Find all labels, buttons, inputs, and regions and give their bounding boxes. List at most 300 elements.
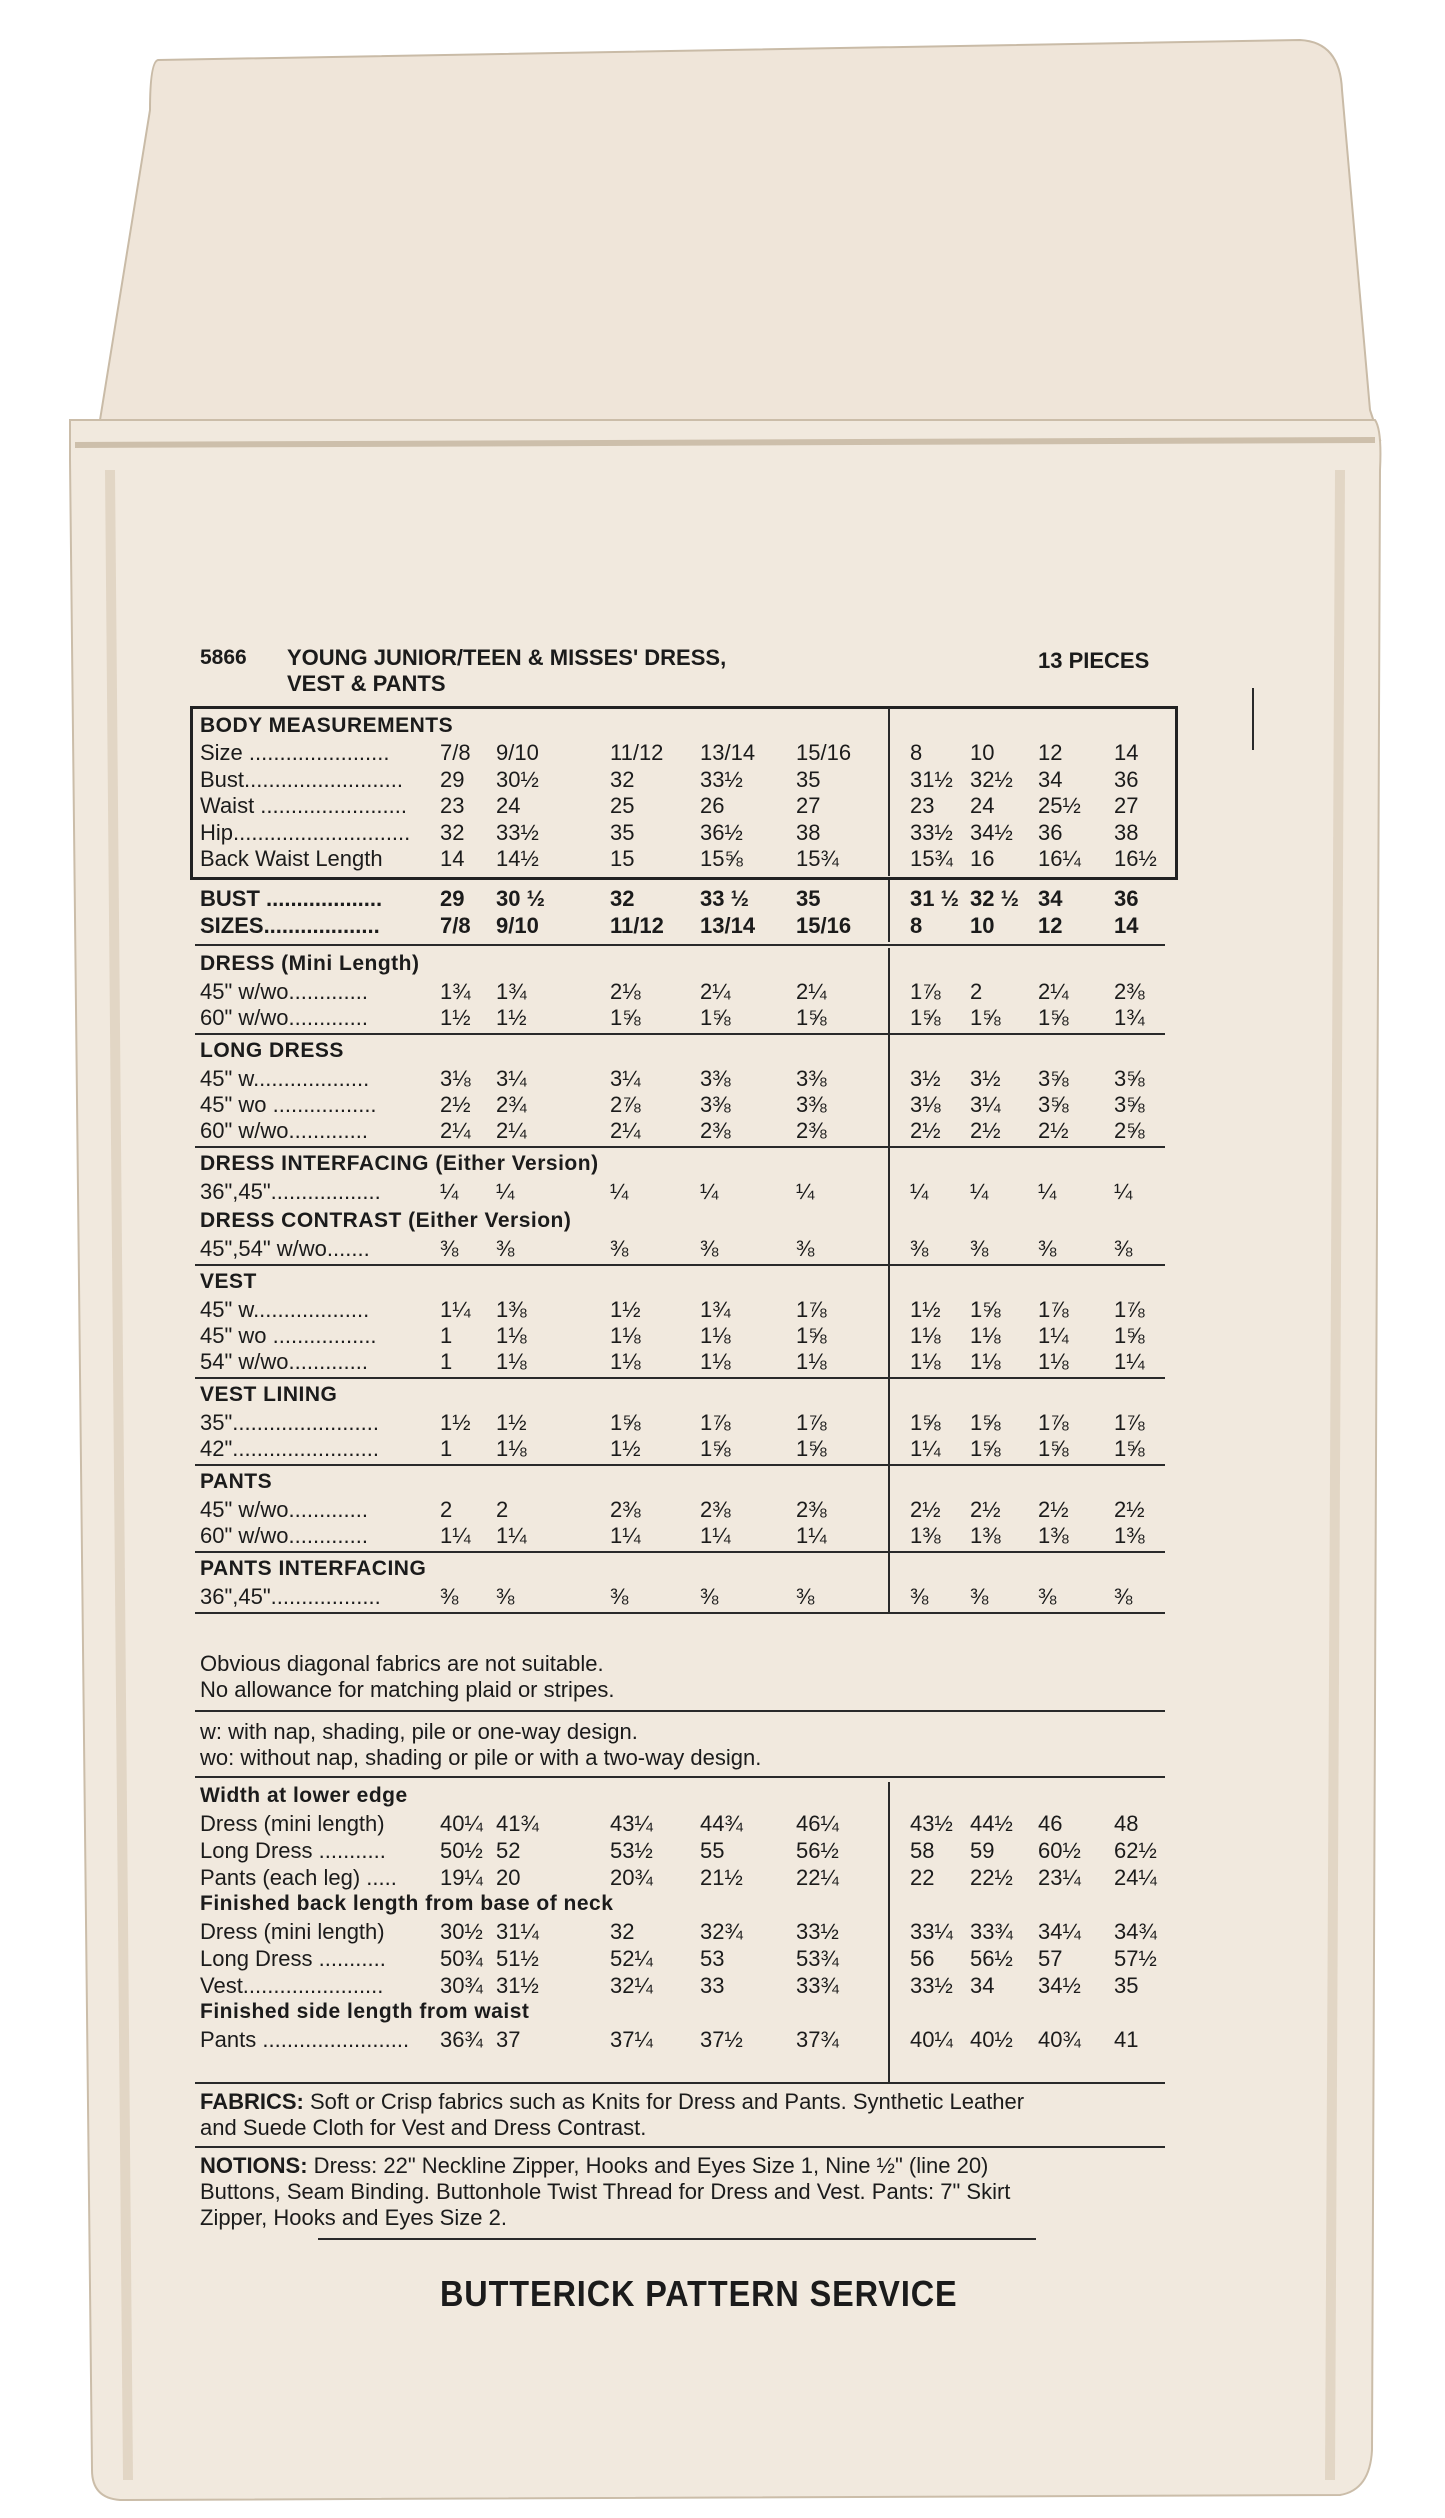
cell-value: 15	[610, 846, 635, 871]
cell-value: 41	[1114, 2027, 1139, 2052]
fabrics-line2: and Suede Cloth for Vest and Dress Contrast.	[200, 2115, 647, 2140]
row-label: 42"........................	[200, 1436, 379, 1461]
cell-value: 31 ½	[910, 886, 959, 911]
cell-value: 1⅝	[1038, 1005, 1069, 1030]
cell-value: 40½	[970, 2027, 1013, 2052]
row-label: 45",54" w/wo.......	[200, 1236, 370, 1261]
cell-value: 2½	[910, 1497, 941, 1522]
cell-value: 3⅜	[796, 1066, 827, 1091]
cell-value: 1½	[910, 1297, 941, 1322]
cell-value: 1⅝	[796, 1005, 827, 1030]
cell-value: 2⅜	[796, 1118, 827, 1143]
notions-line2: Buttons, Seam Binding. Buttonhole Twist Thread for Dress and Vest. Pants: 7" Skirt	[200, 2179, 1011, 2204]
cell-value: 12	[1038, 913, 1063, 938]
cell-value: 27	[796, 793, 821, 818]
cell-value: 1¾	[496, 979, 527, 1004]
cell-value: 43¼	[610, 1811, 653, 1836]
cell-value: 14½	[496, 846, 539, 871]
cell-value: 56	[910, 1946, 935, 1971]
cell-value: 1⅛	[496, 1323, 527, 1348]
cell-value: 16	[970, 846, 995, 871]
cell-value: 30½	[440, 1919, 483, 1944]
cell-value: 53	[700, 1946, 725, 1971]
cell-value: 2½	[1038, 1118, 1069, 1143]
cell-value: 35	[1114, 1973, 1139, 1998]
cell-value: 1	[440, 1436, 453, 1461]
cell-value: ¼	[700, 1179, 719, 1204]
cell-value: 1⅜	[970, 1523, 1001, 1548]
section-title: PANTS INTERFACING	[200, 1557, 427, 1580]
cell-value: ⅜	[1114, 1584, 1133, 1609]
cell-value: ⅜	[610, 1236, 629, 1261]
cell-value: 1¼	[700, 1523, 731, 1548]
cell-value: 2⅜	[700, 1497, 731, 1522]
cell-value: 59	[970, 1838, 995, 1863]
cell-value: 1¼	[910, 1436, 941, 1461]
cell-value: 40¼	[440, 1811, 483, 1836]
cell-value: 3⅜	[700, 1066, 731, 1091]
cell-value: 30 ½	[496, 886, 545, 911]
cell-value: 33½	[910, 1973, 953, 1998]
row-label: 45" w...................	[200, 1066, 370, 1091]
section-title: DRESS INTERFACING (Either Version)	[200, 1152, 599, 1175]
row-label: BUST ...................	[200, 886, 383, 911]
fabrics-label: FABRICS:	[200, 2089, 304, 2114]
cell-value: 34	[1038, 886, 1063, 911]
cell-value: 1⅝	[610, 1410, 641, 1435]
cell-value: 1⅞	[1038, 1297, 1069, 1322]
cell-value: ⅜	[496, 1584, 515, 1609]
row-label: Long Dress ...........	[200, 1946, 386, 1971]
cell-value: 1¼	[496, 1523, 527, 1548]
cell-value: 11/12	[610, 740, 664, 765]
cell-value: 2¼	[700, 979, 731, 1004]
section-divider	[195, 1033, 1165, 1035]
cell-value: 1¼	[796, 1523, 827, 1548]
cell-value: 35	[796, 766, 821, 792]
cell-value: 34¼	[1038, 1919, 1081, 1944]
cell-value: ¼	[796, 1179, 815, 1204]
divider-notions	[195, 2146, 1165, 2148]
cell-value: 1¾	[1114, 1005, 1145, 1030]
fabrics-text1: Soft or Crisp fabrics such as Knits for Dress and Pants. Synthetic Leather	[303, 2089, 1025, 2114]
cell-value: 1⅞	[910, 979, 941, 1004]
cell-value: 15¾	[796, 846, 839, 871]
cell-value: 1⅞	[796, 1410, 827, 1435]
cell-value: 1⅛	[700, 1323, 731, 1348]
row-label: Dress (mini length)	[200, 1811, 385, 1836]
cell-value: 3⅝	[1114, 1066, 1145, 1091]
row-label: Waist ........................	[200, 793, 407, 818]
finished-size-divider	[888, 1782, 890, 2082]
cell-value: 16½	[1114, 846, 1157, 871]
cell-value: 22¼	[796, 1865, 839, 1890]
cell-value: 1¼	[1114, 1349, 1145, 1374]
cell-value: ⅜	[910, 1584, 929, 1609]
cell-value: 2	[970, 979, 983, 1004]
row-label: 36",45"..................	[200, 1179, 381, 1204]
row-label: Bust..........................	[200, 766, 403, 792]
cell-value: 1⅝	[970, 1297, 1001, 1322]
cell-value: ⅜	[1114, 1236, 1133, 1261]
cell-value: 23¼	[1038, 1865, 1081, 1890]
cell-value: 37¼	[610, 2027, 653, 2052]
cell-value: 1¼	[440, 1523, 471, 1548]
row-label: Size .......................	[200, 740, 390, 765]
cell-value: 1⅛	[496, 1436, 527, 1461]
cell-value: 24	[970, 793, 995, 818]
cell-value: ⅜	[910, 1236, 929, 1261]
cell-value: 37	[496, 2027, 521, 2052]
row-label: 35"........................	[200, 1410, 379, 1435]
cell-value: 33¼	[910, 1919, 953, 1944]
cell-value: 29	[440, 886, 465, 911]
cell-value: 25	[610, 793, 635, 818]
cell-value: 31½	[496, 1973, 539, 1998]
fabrics-line1	[200, 2088, 1024, 2115]
cell-value: 7/8	[440, 913, 471, 938]
cell-value: 56½	[796, 1838, 839, 1863]
cell-value: 50½	[440, 1838, 483, 1863]
cell-value: 7/8	[440, 740, 471, 765]
cell-value: 2⅞	[610, 1092, 641, 1117]
cell-value: 1⅝	[796, 1436, 827, 1461]
cell-value: 9/10	[496, 740, 539, 765]
margin-mark	[1252, 688, 1254, 750]
cell-value: 1⅝	[1114, 1323, 1145, 1348]
cell-value: 52¼	[610, 1946, 653, 1971]
divider-fabrics	[195, 2082, 1165, 2084]
cell-value: 32¼	[610, 1973, 653, 1998]
cell-value: 3⅜	[796, 1092, 827, 1117]
cell-value: 34¾	[1114, 1919, 1157, 1944]
cell-value: 15/16	[796, 913, 852, 938]
cell-value: 21½	[700, 1865, 743, 1890]
cell-value: 57½	[1114, 1946, 1157, 1971]
cell-value: 38	[1114, 819, 1139, 845]
row-label: 54" w/wo.............	[200, 1349, 368, 1374]
cell-value: 1⅝	[910, 1005, 941, 1030]
cell-value: 9/10	[496, 913, 539, 938]
row-label: Pants ........................	[200, 2027, 410, 2052]
cell-value: 8	[910, 740, 923, 765]
cell-value: 1⅝	[970, 1410, 1001, 1435]
section-title: DRESS CONTRAST (Either Version)	[200, 1209, 572, 1232]
cell-value: 16¼	[1038, 846, 1081, 871]
cell-value: ¼	[970, 1179, 989, 1204]
cell-value: 1⅛	[1038, 1349, 1069, 1374]
cell-value: 2	[440, 1497, 453, 1522]
row-label: 45" w...................	[200, 1297, 370, 1322]
cell-value: ⅜	[796, 1584, 815, 1609]
cell-value: 33½	[496, 819, 539, 845]
cell-value: 1⅛	[910, 1349, 941, 1374]
cell-value: 22	[910, 1865, 935, 1890]
cell-value: ⅜	[610, 1584, 629, 1609]
cell-value: 23	[440, 793, 465, 818]
finished-section-title: Width at lower edge	[200, 1784, 408, 1807]
cell-value: 1½	[440, 1410, 471, 1435]
note-with-nap: w: with nap, shading, pile or one-way design.	[200, 1719, 638, 1744]
pattern-title-line1: YOUNG JUNIOR/TEEN & MISSES' DRESS,	[287, 645, 727, 670]
cell-value: 1½	[610, 1436, 641, 1461]
cell-value: 2½	[1038, 1497, 1069, 1522]
row-label: 60" w/wo.............	[200, 1005, 368, 1030]
cell-value: 1⅛	[970, 1323, 1001, 1348]
cell-value: 31¼	[496, 1919, 539, 1944]
cell-value: 36¾	[440, 2027, 483, 2052]
cell-value: 14	[1114, 913, 1139, 938]
section-title: DRESS (Mini Length)	[200, 952, 420, 975]
cell-value: 2⅜	[1114, 979, 1145, 1004]
cell-value: 15/16	[796, 740, 852, 765]
cell-value: 1⅝	[970, 1005, 1001, 1030]
cell-value: 34½	[970, 819, 1013, 845]
cell-value: 27	[1114, 793, 1139, 818]
row-label: 45" w/wo.............	[200, 979, 368, 1004]
cell-value: 24	[496, 793, 521, 818]
cell-value: 35	[610, 819, 635, 845]
cell-value: 55	[700, 1838, 725, 1863]
cell-value: 2⅛	[610, 979, 641, 1004]
cell-value: 1⅞	[700, 1410, 731, 1435]
cell-value: 1½	[610, 1297, 641, 1322]
note-diagonal: Obvious diagonal fabrics are not suitable.	[200, 1651, 604, 1676]
cell-value: 60½	[1038, 1838, 1081, 1863]
cell-value: 3½	[970, 1066, 1001, 1091]
cell-value: 2¾	[496, 1092, 527, 1117]
row-label: 36",45"..................	[200, 1584, 381, 1609]
cell-value: ⅜	[970, 1236, 989, 1261]
section-divider	[195, 1377, 1165, 1379]
cell-value: 32¾	[700, 1919, 743, 1944]
cell-value: 48	[1114, 1811, 1139, 1836]
cell-value: 3⅛	[440, 1066, 471, 1091]
cell-value: 24¼	[1114, 1865, 1157, 1890]
cell-value: ⅜	[496, 1236, 515, 1261]
cell-value: 32	[440, 819, 465, 845]
cell-value: 33½	[796, 1919, 839, 1944]
cell-value: 37½	[700, 2027, 743, 2052]
row-label: Vest.......................	[200, 1973, 384, 1998]
cell-value: 3¼	[496, 1066, 527, 1091]
cell-value: 33¾	[796, 1973, 839, 1998]
cell-value: ⅜	[440, 1236, 459, 1261]
cell-value: 1⅝	[700, 1436, 731, 1461]
cell-value: 1⅛	[796, 1349, 827, 1374]
cell-value: 2¼	[610, 1118, 641, 1143]
cell-value: ⅜	[970, 1584, 989, 1609]
section-divider	[195, 1264, 1165, 1266]
notions-line3: Zipper, Hooks and Eyes Size 2.	[200, 2205, 507, 2230]
row-label: 60" w/wo.............	[200, 1523, 368, 1548]
cell-value: 3⅛	[910, 1092, 941, 1117]
cell-value: 1¾	[700, 1297, 731, 1322]
cell-value: 32	[610, 766, 635, 792]
section-title: PANTS	[200, 1470, 273, 1493]
size-group-divider	[888, 880, 890, 942]
cell-value: 3½	[910, 1066, 941, 1091]
cell-value: 22½	[970, 1865, 1013, 1890]
cell-value: 3⅝	[1038, 1066, 1069, 1091]
row-label: Long Dress ...........	[200, 1838, 386, 1863]
cell-value: 57	[1038, 1946, 1063, 1971]
butterick-brand: BUTTERICK PATTERN SERVICE	[440, 2273, 958, 2314]
cell-value: 34½	[1038, 1973, 1081, 1998]
cell-value: 12	[1038, 740, 1063, 765]
note-plaid: No allowance for matching plaid or stripes.	[200, 1677, 615, 1702]
cell-value: 1⅝	[796, 1323, 827, 1348]
cell-value: 20	[496, 1865, 521, 1890]
section-title: VEST LINING	[200, 1383, 338, 1406]
cell-value: 25½	[1038, 793, 1081, 818]
cell-value: 1¾	[440, 979, 471, 1004]
cell-value: ¼	[910, 1179, 929, 1204]
cell-value: 29	[440, 766, 465, 792]
cell-value: 36	[1114, 766, 1139, 792]
cell-value: 2¼	[796, 979, 827, 1004]
cell-value: 1	[440, 1349, 453, 1374]
cell-value: 1⅝	[610, 1005, 641, 1030]
cell-value: 1⅛	[910, 1323, 941, 1348]
cell-value: 53½	[610, 1838, 653, 1863]
cell-value: 10	[970, 913, 995, 938]
cell-value: 2⅜	[796, 1497, 827, 1522]
row-label: SIZES...................	[200, 913, 380, 938]
row-label: Pants (each leg) .....	[200, 1865, 397, 1890]
cell-value: 33½	[700, 766, 743, 792]
cell-value: 58	[910, 1838, 935, 1863]
cell-value: ⅜	[700, 1584, 719, 1609]
cell-value: 46¼	[796, 1811, 839, 1836]
cell-value: 34	[1038, 766, 1063, 792]
cell-value: 30½	[496, 766, 539, 792]
cell-value: 1⅝	[1114, 1436, 1145, 1461]
cell-value: 2½	[970, 1118, 1001, 1143]
cell-value: 37¾	[796, 2027, 839, 2052]
cell-value: 1⅝	[910, 1410, 941, 1435]
cell-value: 35	[796, 886, 821, 911]
cell-value: 50¾	[440, 1946, 483, 1971]
row-label: 45" w/wo.............	[200, 1497, 368, 1522]
cell-value: 32	[610, 886, 635, 911]
section-divider	[195, 1612, 1165, 1614]
cell-value: ⅜	[700, 1236, 719, 1261]
cell-value: 51½	[496, 1946, 539, 1971]
cell-value: 3⅝	[1114, 1092, 1145, 1117]
cell-value: 3⅜	[700, 1092, 731, 1117]
cell-value: 1⅞	[1114, 1410, 1145, 1435]
cell-value: ⅜	[440, 1584, 459, 1609]
pattern-number: 5866	[200, 646, 247, 669]
cell-value: 15¾	[910, 846, 953, 871]
pieces-count: 13 PIECES	[1038, 648, 1150, 673]
notions-label: NOTIONS:	[200, 2153, 308, 2178]
cell-value: 53¾	[796, 1946, 839, 1971]
size-group-divider	[888, 948, 890, 1614]
cell-value: 1⅜	[1038, 1523, 1069, 1548]
cell-value: 30¾	[440, 1973, 483, 1998]
row-label: 45" wo .................	[200, 1323, 377, 1348]
cell-value: 2	[496, 1497, 509, 1522]
cell-value: 38	[796, 819, 821, 845]
cell-value: ¼	[496, 1179, 515, 1204]
cell-value: 2½	[1114, 1497, 1145, 1522]
cell-value: 2⅜	[700, 1118, 731, 1143]
cell-value: 43½	[910, 1811, 953, 1836]
cell-value: 44¾	[700, 1811, 743, 1836]
cell-value: 23	[910, 793, 935, 818]
cell-value: ⅜	[1038, 1236, 1057, 1261]
cell-value: 1¼	[1038, 1323, 1069, 1348]
cell-value: 11/12	[610, 913, 664, 938]
row-label: Hip.............................	[200, 819, 411, 845]
cell-value: 1⅞	[796, 1297, 827, 1322]
cell-value: 10	[970, 740, 995, 765]
section-divider	[195, 1464, 1165, 1466]
row-label: Back Waist Length	[200, 846, 383, 871]
cell-value: 1⅛	[610, 1323, 641, 1348]
cell-value: ¼	[440, 1179, 459, 1204]
cell-value: 19¼	[440, 1865, 483, 1890]
row-label: 60" w/wo.............	[200, 1118, 368, 1143]
cell-value: 32½	[970, 766, 1013, 792]
cell-value: 32	[610, 1919, 635, 1944]
cell-value: 1⅝	[1038, 1436, 1069, 1461]
cell-value: 36	[1038, 819, 1063, 845]
cell-value: 1⅝	[700, 1005, 731, 1030]
row-label: Dress (mini length)	[200, 1919, 385, 1944]
notions-text1: Dress: 22" Neckline Zipper, Hooks and Eyes Size 1, Nine ½" (line 20)	[307, 2153, 989, 2178]
divider-notes	[195, 1710, 1165, 1712]
cell-value: ⅜	[1038, 1584, 1057, 1609]
cell-value: 1⅜	[910, 1523, 941, 1548]
cell-value: ¼	[1114, 1179, 1133, 1204]
notions-line1	[200, 2152, 988, 2179]
cell-value: 33½	[910, 819, 953, 845]
cell-value: 52	[496, 1838, 521, 1863]
finished-section-title: Finished side length from waist	[200, 2000, 530, 2023]
cell-value: 36½	[700, 819, 743, 845]
cell-value: 2⅝	[1114, 1118, 1145, 1143]
cell-value: 33	[700, 1973, 725, 1998]
cell-value: 2½	[910, 1118, 941, 1143]
cell-value: 1	[440, 1323, 453, 1348]
section-title: LONG DRESS	[200, 1039, 344, 1062]
cell-value: 41¾	[496, 1811, 539, 1836]
cell-value: ¼	[1038, 1179, 1057, 1204]
cell-value: 1¼	[610, 1523, 641, 1548]
cell-value: 1⅛	[610, 1349, 641, 1374]
section-title: VEST	[200, 1270, 257, 1293]
cell-value: 34	[970, 1973, 995, 1998]
cell-value: 20¾	[610, 1865, 653, 1890]
cell-value: 2½	[440, 1092, 471, 1117]
cell-value: 2¼	[440, 1118, 471, 1143]
cell-value: 2⅜	[610, 1497, 641, 1522]
cell-value: 1⅜	[496, 1297, 527, 1322]
cell-value: 1⅛	[496, 1349, 527, 1374]
cell-value: 33¾	[970, 1919, 1013, 1944]
cell-value: 26	[700, 793, 725, 818]
finished-section-title: Finished back length from base of neck	[200, 1892, 614, 1915]
divider-finished	[195, 1776, 1165, 1778]
section-divider	[195, 1146, 1165, 1148]
note-without-nap: wo: without nap, shading or pile or with a two-way design.	[200, 1745, 762, 1770]
cell-value: 1⅞	[1038, 1410, 1069, 1435]
cell-value: 36	[1114, 886, 1139, 911]
divider-footer	[318, 2238, 1036, 2240]
